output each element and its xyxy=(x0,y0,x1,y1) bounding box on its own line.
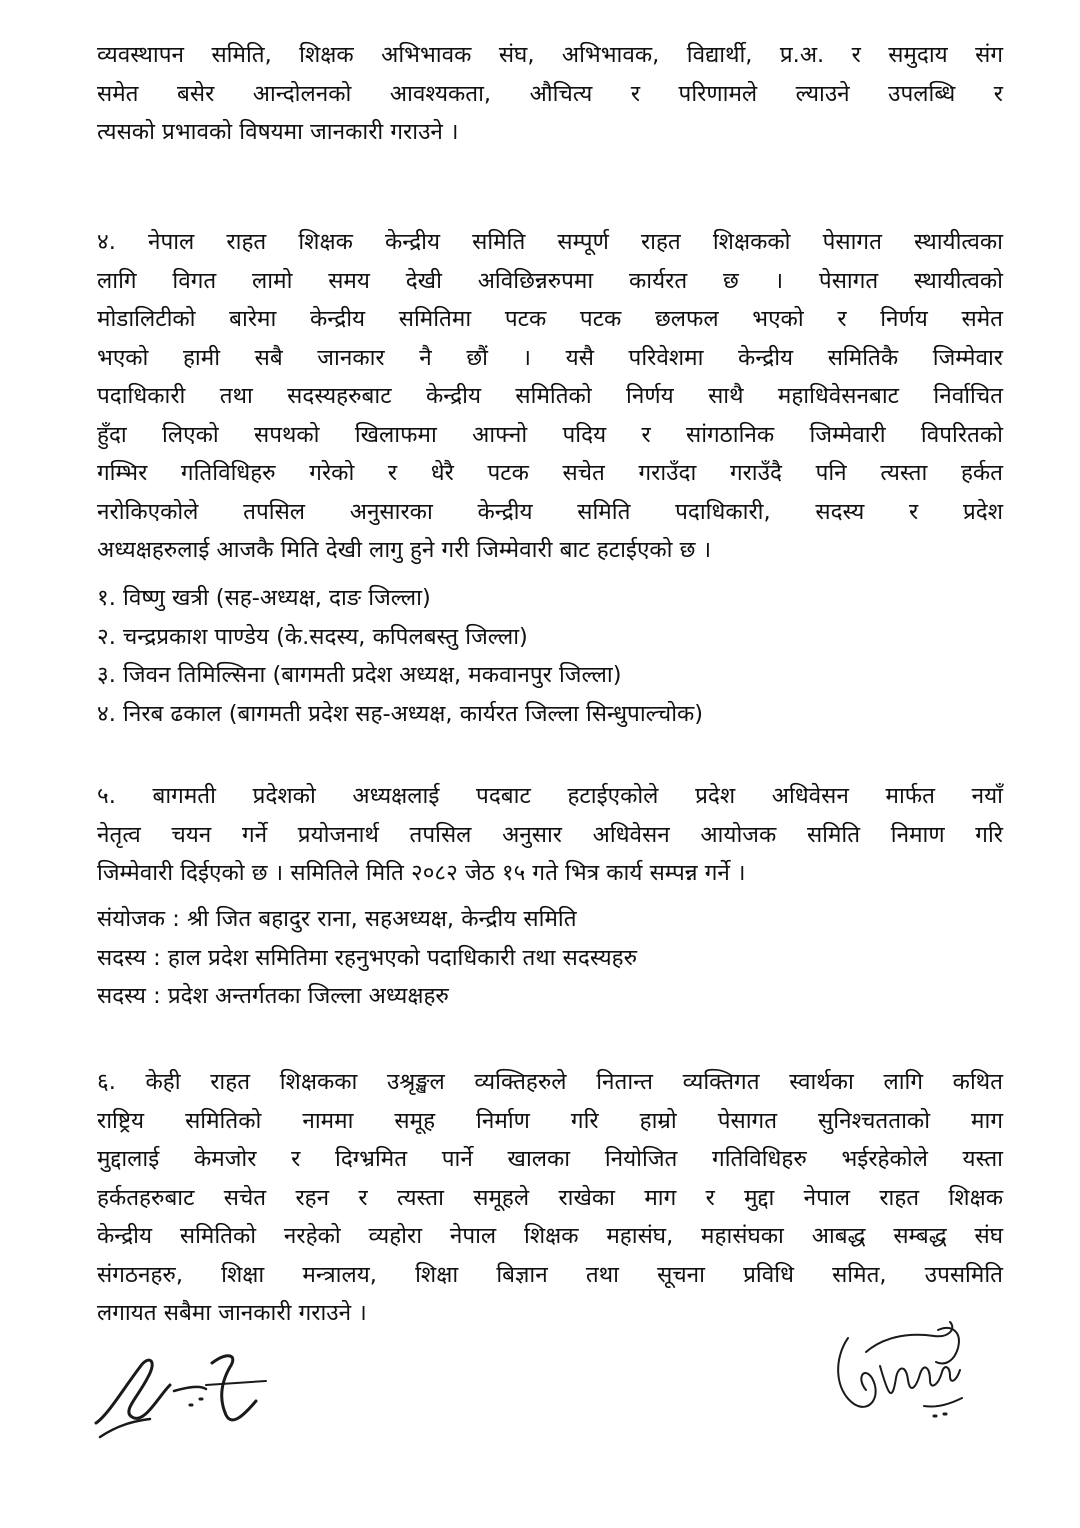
list-item: ४. निरब ढकाल (बागमती प्रदेश सह-अध्यक्ष, कार्यरत जिल्ला सिन्धुपाल्चोक) xyxy=(97,700,704,727)
list-item: सदस्य : प्रदेश अन्तर्गतका जिल्ला अध्यक्षहरु xyxy=(97,983,449,1009)
section-6-paragraph xyxy=(97,1063,1003,1333)
paragraph-line: समेत बसेर आन्दोलनको आवश्यकता, औचित्य र परिणामले ल्याउने उपलब्धि र xyxy=(97,80,1003,107)
paragraph-line: हर्कतहरुबाट सचेत रहन र त्यस्ता समूहले राखेका माग र मुद्दा नेपाल राहत शिक्षक xyxy=(97,1184,1003,1211)
paragraph-line: पदाधिकारी तथा सदस्यहरुबाट केन्द्रीय समितिको निर्णय साथै महाधिवेसनबाट निर्वाचित xyxy=(97,383,1003,409)
section-4-paragraph xyxy=(97,223,1003,570)
list-item: सदस्य : हाल प्रदेश समितिमा रहनुभएको पदाधिकारी तथा सदस्यहरु xyxy=(97,944,638,971)
paragraph-line: संगठनहरु, शिक्षा मन्त्रालय, शिक्षा बिज्ञान तथा सूचना प्रविधि समित, उपसमिति xyxy=(97,1261,1003,1288)
paragraph-line: मुद्दालाई केमजोर र दिग्भ्रमित पार्ने खालका नियोजित गतिविधिहरु भईरहेकोले यस्ता xyxy=(97,1146,1003,1172)
paragraph-line: लगायत सबैमा जानकारी गराउने । xyxy=(97,1300,367,1326)
signature-image xyxy=(88,1345,268,1445)
intro-paragraph xyxy=(97,36,1003,152)
paragraph-line: जिम्मेवारी दिईएको छ । समितिले मिति २०८२ जेठ १५ गते भित्र कार्य सम्पन्न गर्ने । xyxy=(97,860,746,886)
section-5-paragraph xyxy=(97,777,1003,893)
paragraph-line: ४. नेपाल राहत शिक्षक केन्द्रीय समिति सम्पूर्ण राहत शिक्षकको पेसागत स्थायीत्वका xyxy=(97,229,1003,255)
paragraph-line: ५. बागमती प्रदेशको अध्यक्षलाई पदबाट हटाईएकोले प्रदेश अधिवेसन मार्फत नयाँ xyxy=(97,783,1003,809)
left-signature xyxy=(88,1345,268,1445)
paragraph-line: भएको हामी सबै जानकार नै छौं । यसै परिवेशमा केन्द्रीय समितिकै जिम्मेवार xyxy=(97,344,1003,371)
list-item: २. चन्द्रप्रकाश पाण्डेय (के.सदस्य, कपिलबस्तु जिल्ला) xyxy=(97,623,528,650)
paragraph-line: लागि विगत लामो समय देखी अविछिन्नरुपमा कार्यरत छ । पेसागत स्थायीत्वको xyxy=(97,267,1003,294)
paragraph-line: ६. केही राहत शिक्षकका उश्रृङ्खल व्यक्तिहरुले नितान्त व्यक्तिगत स्वार्थका लागि कथित xyxy=(97,1069,1003,1095)
list-item: संयोजक : श्री जित बहादुर राना, सहअध्यक्ष, केन्द्रीय समिति xyxy=(97,906,577,932)
paragraph-line: गम्भिर गतिविधिहरु गरेको र धेरै पटक सचेत गराउँदा गराउँदै पनि त्यस्ता हर्कत xyxy=(97,460,1003,486)
paragraph-line: व्यवस्थापन समिति, शिक्षक अभिभावक संघ, अभिभावक, विद्यार्थी, प्र.अ. र समुदाय संग xyxy=(97,42,1003,68)
paragraph-line: नेतृत्व चयन गर्ने प्रयोजनार्थ तपसिल अनुसार अधिवेसन आयोजक समिति निमाण गरि xyxy=(97,821,1003,848)
paragraph-line: केन्द्रीय समितिको नरहेको व्यहोरा नेपाल शिक्षक महासंघ, महासंघका आबद्ध सम्बद्ध संघ xyxy=(97,1223,1003,1249)
list-item: ३. जिवन तिमिल्सिना (बागमती प्रदेश अध्यक्ष, मकवानपुर जिल्ला) xyxy=(97,662,622,688)
signature-image xyxy=(826,1318,976,1428)
removed-officials-list xyxy=(97,579,1003,733)
list-item: १. विष्णु खत्री (सह-अध्यक्ष, दाङ जिल्ला) xyxy=(97,585,431,611)
paragraph-line: अध्यक्षहरुलाई आजकै मिति देखी लागु हुने गरी जिम्मेवारी बाट हटाईएको छ । xyxy=(97,537,712,563)
paragraph-line: त्यसको प्रभावको विषयमा जानकारी गराउने । xyxy=(97,119,459,145)
paragraph-line: हुँदा लिएको सपथको खिलाफमा आफ्नो पदिय र सांगठानिक जिम्मेवारी विपरितको xyxy=(97,421,1003,448)
paragraph-line: मोडालिटीको बारेमा केन्द्रीय समितिमा पटक पटक छलफल भएको र निर्णय समेत xyxy=(97,306,1003,332)
organizing-committee-list xyxy=(97,900,1003,1016)
right-signature xyxy=(826,1318,976,1428)
paragraph-line: नरोकिएकोले तपसिल अनुसारका केन्द्रीय समिति पदाधिकारी, सदस्य र प्रदेश xyxy=(97,498,1003,525)
paragraph-line: राष्ट्रिय समितिको नाममा समूह निर्माण गरि हाम्रो पेसागत सुनिश्चतताको माग xyxy=(97,1107,1003,1134)
